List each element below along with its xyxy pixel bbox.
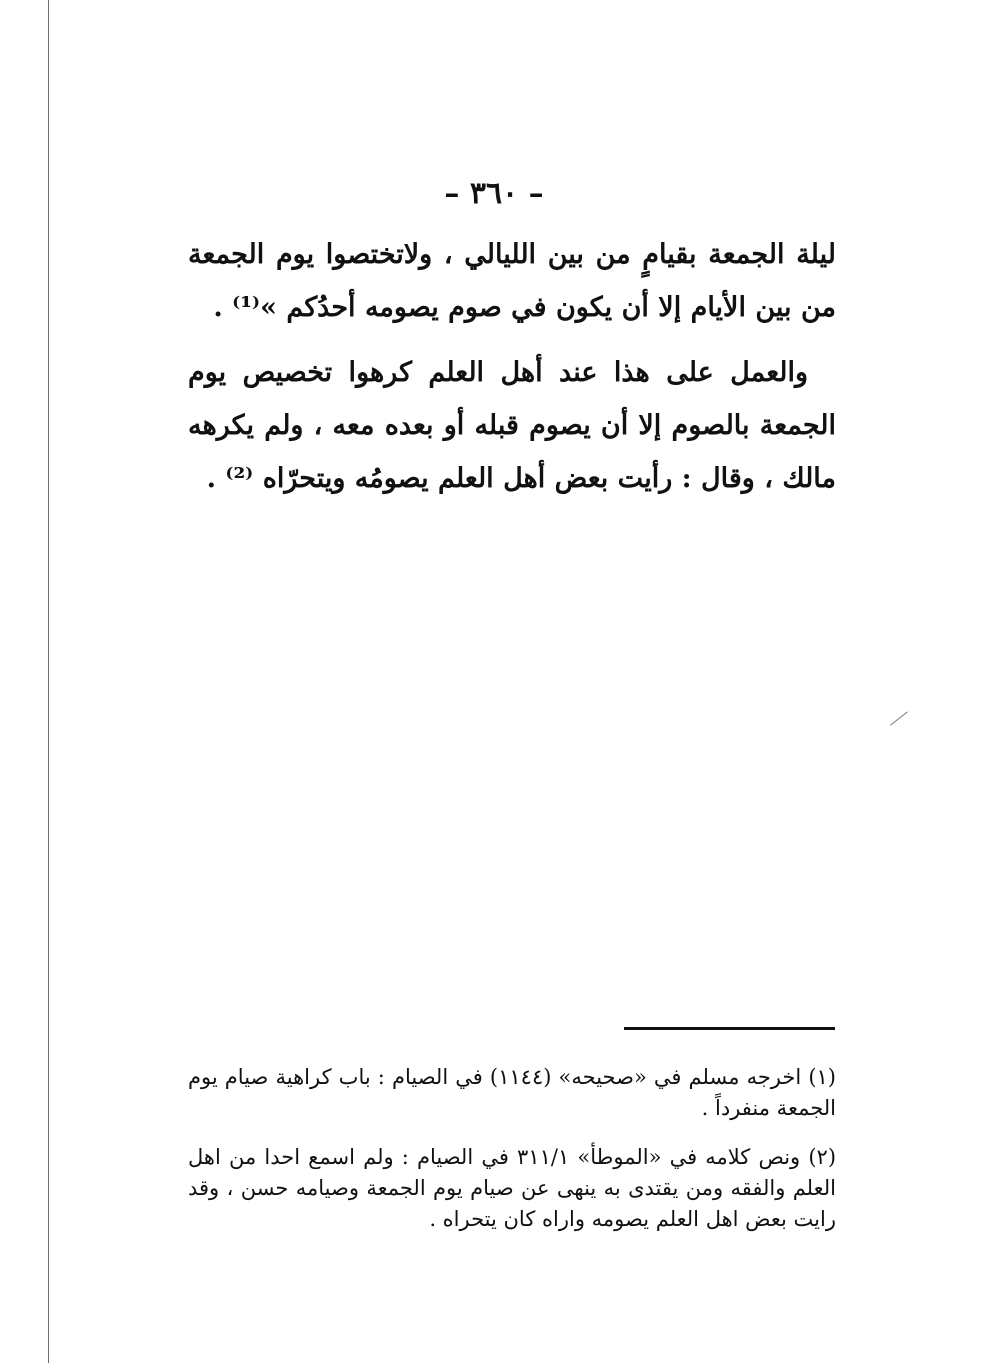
footnote-2: (٢) ونص كلامه في «الموطأ» ٣١١/١ في الصيام : ولم اسمع احدا من اهل العلم والفقه ومن يقتدى به ينهى عن صيام يوم الجمعة وصيامه حسن ، وقد رايت بعض اهل العلم يصومه واراه كان يتحراه .	[188, 1145, 837, 1231]
stray-pen-mark	[890, 711, 908, 725]
body-paragraph-2: والعمل على هذا عند أهل العلم كرهوا تخصيص يوم الجمعة بالصوم إلا أن يصوم قبله أو بعده معه ، ولم يكرهه مالك ، وقال : رأيت بعض أهل العلم يصومُه ويتحرّاه ⁽²⁾ .	[188, 357, 836, 494]
footnotes-section	[188, 1062, 836, 1235]
page-number: – ٣٦٠ –	[444, 176, 544, 211]
footnote-separator	[624, 1027, 835, 1030]
body-paragraph-1: ليلة الجمعة بقيامٍ من بين الليالي ، ولاتختصوا يوم الجمعة من بين الأيام إلا أن يكون في صوم يصومه أحدُكم »⁽¹⁾ .	[188, 239, 836, 323]
main-body-text	[188, 228, 836, 505]
footnote-1: (١) اخرجه مسلم في «صحيحه» (١١٤٤) في الصيام : باب كراهية صيام يوم الجمعة منفرداً .	[188, 1065, 836, 1120]
